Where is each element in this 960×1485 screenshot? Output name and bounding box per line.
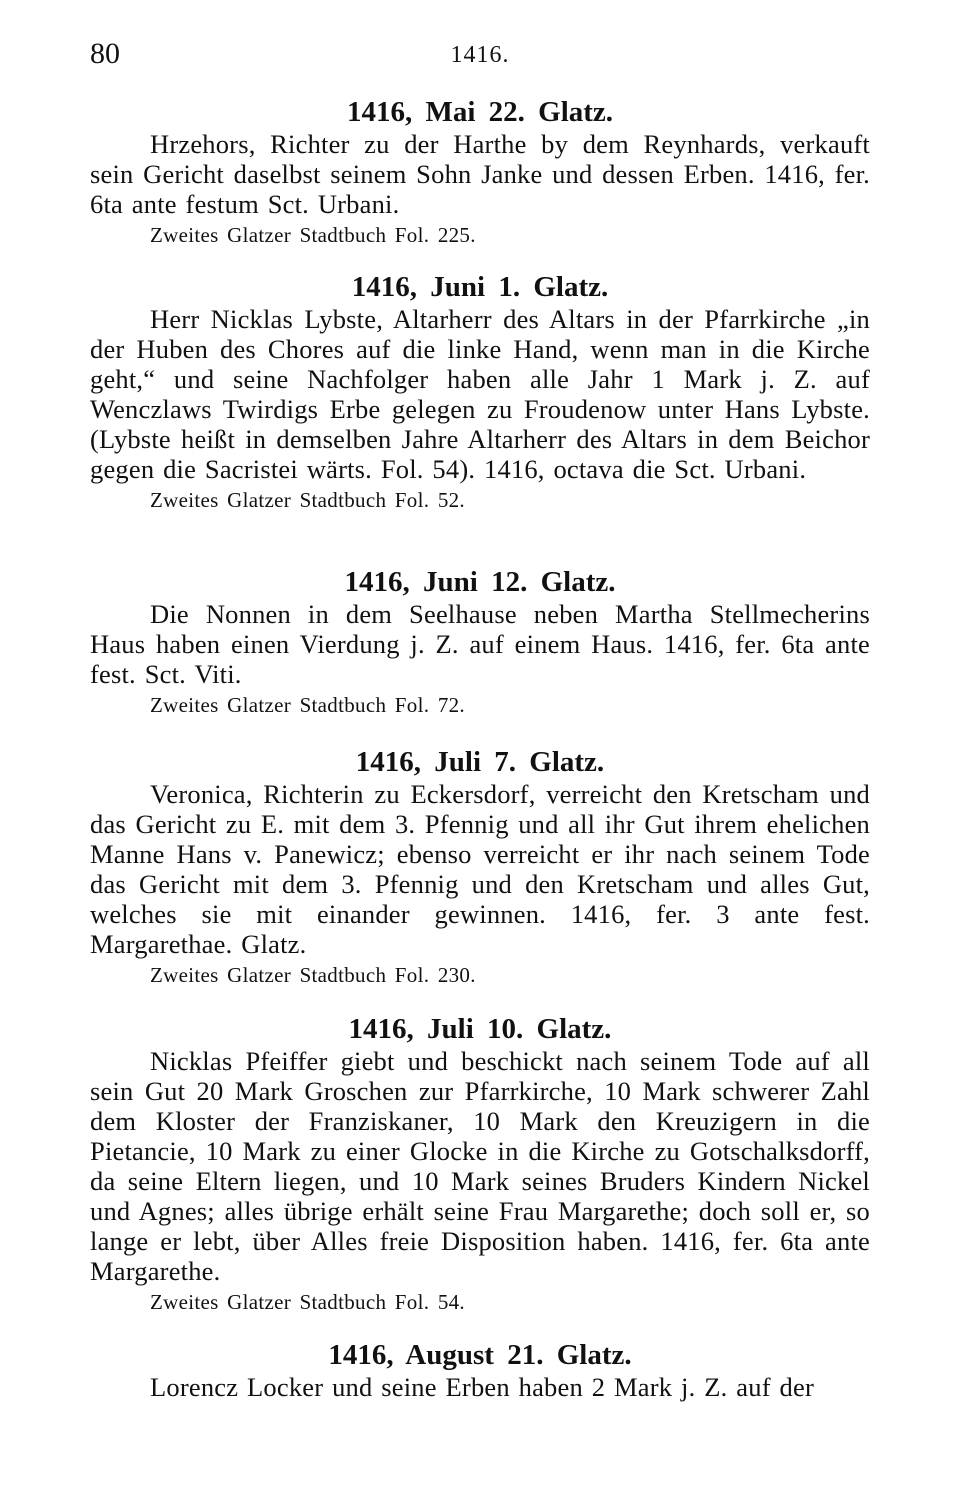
entry-source: Zweites Glatzer Stadtbuch Fol. 225. [150,223,476,247]
entry-1416-juli-10 [90,1012,870,1315]
entry-1416-juni-1 [90,270,870,513]
entry-heading: 1416, Mai 22. Glatz. [346,96,614,128]
entry-source: Zweites Glatzer Stadtbuch Fol. 230. [150,963,476,987]
entry-heading: 1416, Juli 10. Glatz. [348,1013,612,1045]
entry-source: Zweites Glatzer Stadtbuch Fol. 72. [150,693,465,717]
entry-body: Die Nonnen in dem Seelhause neben Martha Stellmecherins Haus haben einen Vierdung j. Z. auf einem Haus. 1416, fer. 6ta ante fest. Sct. Viti. [90,599,870,689]
entry-body: Nicklas Pfeiffer giebt und beschickt nach seinem Tode auf all sein Gut 20 Mark Groschen zur Pfarrkirche, 10 Mark schwerer Zahl dem Kloster der Franziskaner, 10 Mark den Kreuzigern in die Pietancie, 10 Mark zu einer Glocke in die Kirche zu Gotschalksdorff, da seine Eltern liegen, und 10 Mark seines Bruders Kindern Nickel und Agnes; alles übrige erhält seine Frau Margarethe; doch soll er, so lange er lebt, über Alles freie Disposition haben. 1416, fer. 6ta ante Margarethe. [90,1046,870,1286]
page-number: 80 [90,37,120,70]
entry-1416-juli-7 [90,745,870,988]
entry-1416-juni-12 [90,565,870,718]
entry-heading: 1416, Juni 1. Glatz. [351,271,609,303]
entry-body: Hrzehors, Richter zu der Harthe by dem Reynhards, verkauft sein Gericht daselbst seinem Sohn Janke und dessen Erben. 1416, fer. 6ta ante festum Sct. Urbani. [90,129,870,219]
entry-heading: 1416, August 21. Glatz. [328,1339,632,1371]
entry-source: Zweites Glatzer Stadtbuch Fol. 54. [150,1290,465,1314]
entry-body: Lorencz Locker und seine Erben haben 2 Mark j. Z. auf der [150,1372,814,1402]
running-header [90,36,870,76]
running-title: 1416. [450,42,510,68]
entry-heading: 1416, Juni 12. Glatz. [344,566,616,598]
entry-body: Veronica, Richterin zu Eckersdorf, verreicht den Kretscham und das Gericht zu E. mit dem 3. Pfennig und all ihr Gut ihrem ehelichen Manne Hans v. Panewicz; ebenso verreicht er ihr nach seinem Tode das Gericht mit dem 3. Pfennig und den Kretscham und alles Gut, welches sie mit einander gewinnen. 1416, fer. 3 ante fest. Margarethae. Glatz. [90,779,870,959]
entry-source: Zweites Glatzer Stadtbuch Fol. 52. [150,488,465,512]
entry-heading: 1416, Juli 7. Glatz. [355,746,605,778]
entry-1416-august-21 [90,1338,870,1402]
entry-body: Herr Nicklas Lybste, Altarherr des Altars in der Pfarrkirche „in der Huben des Chores auf die linke Hand, wenn man in die Kirche geht,“ und seine Nachfolger haben alle Jahr 1 Mark j. Z. auf Wenczlaws Twirdigs Erbe gelegen zu Froudenow unter Hans Lybste. (Lybste heißt in demselben Jahre Altarherr des Altars in dem Beichor gegen die Sacristei wärts. Fol. 54). 1416, octava die Sct. Urbani. [90,304,870,484]
entry-1416-mai-22 [90,95,870,248]
